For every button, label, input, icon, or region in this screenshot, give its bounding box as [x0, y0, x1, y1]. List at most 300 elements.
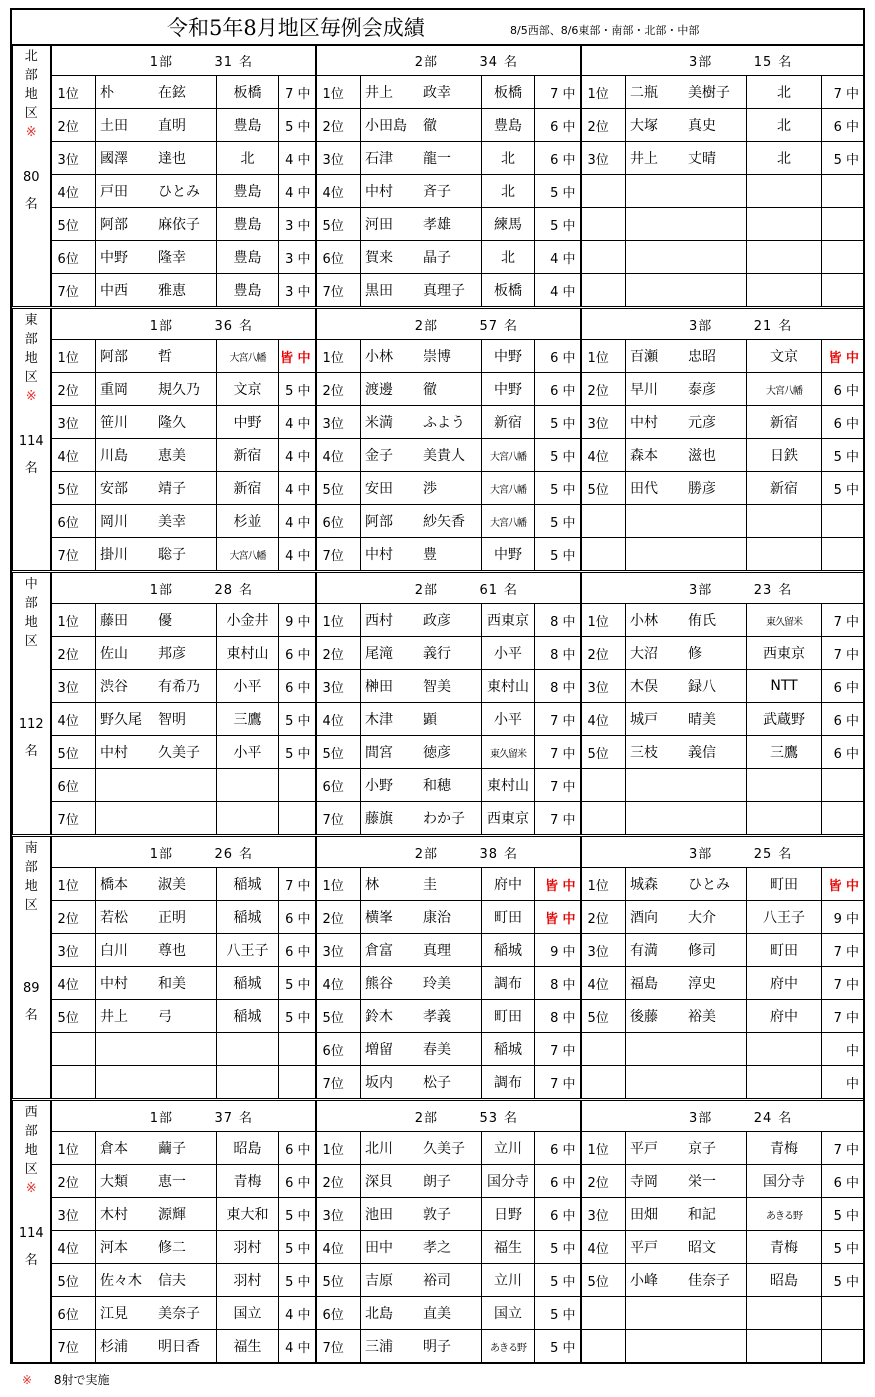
score-cell: 9 中: [535, 934, 581, 967]
rank-cell: 3位: [581, 934, 626, 967]
club-cell: 日鉄: [747, 439, 822, 472]
rank-cell: 5位: [316, 1264, 361, 1297]
club-cell: あきる野: [482, 1330, 535, 1363]
name-cell: [361, 1066, 482, 1099]
rank-cell: [581, 241, 626, 274]
area-label: [13, 309, 51, 571]
given-name: 直美: [423, 1306, 452, 1322]
division-name: 3部: [689, 582, 713, 598]
division-count: 34: [479, 54, 499, 70]
score-cell: 5 中: [822, 142, 864, 175]
surname: 戸田: [100, 184, 128, 200]
score-cell: [822, 505, 864, 538]
surname: 中村: [100, 976, 128, 992]
rank-cell: 5位: [51, 472, 96, 505]
area-name-char: 部: [24, 68, 38, 83]
area-name-char: 区: [24, 634, 38, 649]
surname: 二瓶: [630, 85, 659, 101]
given-name: 裕美: [688, 1009, 717, 1025]
score-cell: 6 中: [535, 109, 581, 142]
club-cell: 調布: [482, 1066, 535, 1099]
division-count: 21: [753, 318, 773, 334]
rank-cell: 4位: [51, 439, 96, 472]
score-cell: 6 中: [535, 1198, 581, 1231]
club-cell: 立川: [482, 1264, 535, 1297]
division-count: 25: [753, 846, 773, 862]
division-name: 2部: [414, 582, 439, 598]
club-cell: 国立: [482, 1297, 535, 1330]
score-cell: [822, 175, 864, 208]
division-header: [316, 1101, 581, 1132]
division-name: 3部: [689, 54, 713, 70]
score-cell: 6 中: [535, 1165, 581, 1198]
rank-cell: 3位: [581, 406, 626, 439]
rank-cell: 1位: [51, 1132, 96, 1165]
area-count-unit: 名: [24, 1008, 38, 1023]
score-cell: 5 中: [535, 505, 581, 538]
name-cell: [96, 1198, 217, 1231]
surname: 倉富: [365, 943, 394, 959]
score-cell: 7 中: [822, 76, 864, 109]
division-header: [316, 837, 581, 868]
given-name: 滋也: [688, 448, 717, 464]
club-cell: 羽村: [217, 1231, 279, 1264]
name-cell: [361, 208, 482, 241]
club-cell: 新宿: [747, 472, 822, 505]
table-row: [13, 1132, 864, 1165]
area-note-mark: [13, 651, 50, 670]
area-label: [13, 837, 51, 1099]
club-cell: 日野: [482, 1198, 535, 1231]
rank-cell: 1位: [581, 340, 626, 373]
name-cell: [96, 538, 217, 571]
club-cell: 稲城: [217, 901, 279, 934]
page-subtitle: 8/5西部、8/6東部・南部・北部・中部: [510, 24, 700, 37]
score-cell: 4 中: [535, 274, 581, 307]
surname: 野久尾: [100, 712, 142, 728]
score-cell: [279, 1066, 316, 1099]
name-cell: [96, 406, 217, 439]
club-cell: [747, 175, 822, 208]
club-cell: 豊島: [217, 274, 279, 307]
name-cell: [361, 934, 482, 967]
club-cell: 新宿: [482, 406, 535, 439]
given-name: 栄一: [688, 1174, 717, 1190]
area-name-char: 南: [24, 841, 38, 856]
rank-cell: 6位: [316, 241, 361, 274]
given-name: 源輝: [158, 1207, 186, 1223]
club-cell: [217, 1033, 279, 1066]
area-count-unit: 名: [24, 744, 38, 759]
surname: 平戸: [630, 1240, 659, 1256]
club-cell: 東久留米: [747, 604, 822, 637]
club-cell: 新宿: [747, 406, 822, 439]
club-cell: 東大和: [217, 1198, 279, 1231]
name-cell: [626, 208, 747, 241]
given-name: 政彦: [423, 613, 452, 629]
given-name: 顕: [423, 712, 438, 728]
footnote: [22, 1371, 110, 1388]
rank-cell: 6位: [51, 1297, 96, 1330]
area-label: [13, 1101, 51, 1363]
division-header: [316, 309, 581, 340]
score-cell: 7 中: [822, 934, 864, 967]
score-cell: 5 中: [535, 406, 581, 439]
club-cell: 新宿: [217, 439, 279, 472]
name-cell: [626, 472, 747, 505]
club-cell: 東村山: [482, 769, 535, 802]
club-cell: NTT: [747, 670, 822, 703]
given-name: 在鉉: [158, 85, 186, 101]
division-header: [51, 1101, 316, 1132]
division-count-unit: 名: [239, 54, 254, 70]
given-name: 徹: [423, 118, 438, 134]
given-name: 康治: [423, 910, 452, 926]
table-row: [13, 373, 864, 406]
division-header: [316, 573, 581, 604]
score-cell: 5 中: [279, 967, 316, 1000]
name-cell: [361, 769, 482, 802]
rank-cell: 3位: [316, 934, 361, 967]
division-header: [581, 45, 864, 76]
score-cell: 7 中: [535, 1066, 581, 1099]
rank-cell: 1位: [581, 604, 626, 637]
surname: 掛川: [100, 547, 128, 563]
name-cell: [626, 1297, 747, 1330]
club-cell: 西東京: [482, 604, 535, 637]
rank-cell: 4位: [51, 967, 96, 1000]
score-cell: [279, 1033, 316, 1066]
rank-cell: 1位: [51, 604, 96, 637]
rank-cell: 7位: [316, 274, 361, 307]
given-name: 孝義: [423, 1009, 452, 1025]
score-cell: 7 中: [822, 1132, 864, 1165]
score-cell: 4 中: [535, 241, 581, 274]
club-cell: 東久留米: [482, 736, 535, 769]
name-cell: [626, 1033, 747, 1066]
name-cell: [96, 142, 217, 175]
name-cell: [96, 1231, 217, 1264]
given-name: 直明: [158, 118, 186, 134]
name-cell: [96, 274, 217, 307]
score-cell: 5 中: [279, 1231, 316, 1264]
given-name: 敦子: [423, 1207, 452, 1223]
division-name: 3部: [689, 318, 713, 334]
division-count-unit: 名: [504, 318, 519, 334]
given-name: 雅恵: [158, 283, 186, 299]
division-header: [316, 45, 581, 76]
table-row: [13, 637, 864, 670]
given-name: 隆久: [158, 415, 186, 431]
rank-cell: 5位: [51, 1264, 96, 1297]
table-row: [13, 76, 864, 109]
score-cell: [822, 241, 864, 274]
score-cell: 5 中: [535, 472, 581, 505]
area-name-char: 区: [24, 1162, 38, 1177]
name-cell: [626, 373, 747, 406]
surname: 池田: [365, 1207, 394, 1223]
score-cell: 5 中: [279, 373, 316, 406]
division-name: 1部: [149, 318, 173, 334]
score-cell: 3 中: [279, 274, 316, 307]
club-cell: 北: [747, 76, 822, 109]
club-cell: 杉並: [217, 505, 279, 538]
club-cell: 小平: [482, 703, 535, 736]
table-row: [13, 769, 864, 802]
area-note-mark: [13, 915, 50, 934]
score-cell: 皆 中: [279, 340, 316, 373]
rank-cell: 3位: [316, 142, 361, 175]
name-cell: [626, 241, 747, 274]
rank-cell: 6位: [51, 241, 96, 274]
rank-cell: 5位: [316, 472, 361, 505]
score-cell: 7 中: [822, 604, 864, 637]
division-count: 23: [753, 582, 773, 598]
division-name: 2部: [414, 846, 439, 862]
rank-cell: 4位: [581, 439, 626, 472]
rank-cell: [581, 274, 626, 307]
club-cell: 稲城: [217, 1000, 279, 1033]
area-count: 89: [22, 981, 40, 996]
score-cell: 皆 中: [822, 340, 864, 373]
name-cell: [626, 604, 747, 637]
area-count-unit: 名: [24, 197, 38, 212]
rank-cell: 5位: [51, 208, 96, 241]
surname: 杉浦: [100, 1339, 128, 1355]
surname: 井上: [630, 151, 659, 167]
area-name-char: 地: [24, 87, 38, 102]
division-name: 2部: [414, 1110, 439, 1126]
given-name: 和美: [158, 976, 186, 992]
surname: 深貝: [365, 1174, 394, 1190]
club-cell: [217, 802, 279, 835]
score-cell: 6 中: [279, 901, 316, 934]
name-cell: [626, 901, 747, 934]
table-row: [13, 406, 864, 439]
given-name: 修二: [158, 1240, 186, 1256]
club-cell: 昭島: [747, 1264, 822, 1297]
rank-cell: 5位: [51, 1000, 96, 1033]
score-cell: 5 中: [822, 1198, 864, 1231]
division-count-unit: 名: [778, 1110, 793, 1126]
name-cell: [626, 1165, 747, 1198]
division-count-unit: 名: [239, 846, 254, 862]
given-name: 崇博: [423, 349, 452, 365]
name-cell: [361, 175, 482, 208]
surname: 白川: [100, 943, 128, 959]
rank-cell: [51, 1066, 96, 1099]
club-cell: [747, 1330, 822, 1363]
score-cell: [822, 769, 864, 802]
club-cell: 国立: [217, 1297, 279, 1330]
name-cell: [96, 868, 217, 901]
name-cell: [96, 967, 217, 1000]
table-row: [13, 1330, 864, 1363]
rank-cell: [581, 769, 626, 802]
name-cell: [96, 802, 217, 835]
club-cell: 西東京: [747, 637, 822, 670]
given-name: 義行: [423, 646, 452, 662]
club-cell: 豊島: [217, 109, 279, 142]
surname: 木津: [365, 712, 394, 728]
club-cell: 大宮八幡: [482, 472, 535, 505]
name-cell: [626, 439, 747, 472]
name-cell: [361, 340, 482, 373]
surname: 岡川: [100, 514, 128, 530]
surname: 河田: [365, 217, 394, 233]
surname: 中村: [630, 415, 659, 431]
given-name: 勝彦: [688, 481, 717, 497]
club-cell: 豊島: [482, 109, 535, 142]
score-cell: 4 中: [279, 538, 316, 571]
division-count: 26: [214, 846, 233, 862]
score-cell: 7 中: [279, 76, 316, 109]
given-name: 斉子: [423, 184, 452, 200]
given-name: 恵美: [158, 448, 186, 464]
score-cell: 5 中: [822, 1231, 864, 1264]
name-cell: [626, 703, 747, 736]
name-cell: [626, 1132, 747, 1165]
division-name: 2部: [414, 318, 439, 334]
rank-cell: 6位: [316, 1033, 361, 1066]
score-cell: 8 中: [535, 1000, 581, 1033]
given-name: 徳彦: [423, 745, 452, 761]
score-cell: 9 中: [822, 901, 864, 934]
division-count: 24: [753, 1110, 773, 1126]
surname: 横峯: [365, 910, 394, 926]
name-cell: [626, 274, 747, 307]
name-cell: [626, 76, 747, 109]
surname: 國澤: [100, 151, 128, 167]
name-cell: [96, 1330, 217, 1363]
given-name: 元彦: [688, 415, 717, 431]
surname: 佐々木: [100, 1273, 142, 1289]
name-cell: [361, 1297, 482, 1330]
score-cell: 9 中: [279, 604, 316, 637]
name-cell: [361, 109, 482, 142]
score-cell: 7 中: [279, 868, 316, 901]
rank-cell: 4位: [581, 703, 626, 736]
name-cell: [96, 769, 217, 802]
name-cell: [626, 1231, 747, 1264]
table-row: [13, 1198, 864, 1231]
rank-cell: 2位: [51, 109, 96, 142]
club-cell: 板橋: [217, 76, 279, 109]
name-cell: [626, 340, 747, 373]
given-name: 豊: [423, 547, 438, 563]
division-header: [51, 45, 316, 76]
club-cell: 八王子: [217, 934, 279, 967]
name-cell: [626, 142, 747, 175]
rank-cell: [581, 505, 626, 538]
name-cell: [361, 1132, 482, 1165]
area-section: [12, 836, 864, 1099]
given-name: 哲: [158, 349, 172, 365]
rank-cell: 5位: [316, 1000, 361, 1033]
division-count-unit: 名: [778, 582, 793, 598]
score-cell: [279, 802, 316, 835]
table-row: [13, 109, 864, 142]
name-cell: [626, 538, 747, 571]
score-cell: 7 中: [535, 769, 581, 802]
score-cell: 5 中: [822, 1264, 864, 1297]
club-cell: 青梅: [217, 1165, 279, 1198]
club-cell: 文京: [217, 373, 279, 406]
given-name: 徹: [423, 382, 438, 398]
area-section: [12, 572, 864, 835]
name-cell: [96, 1264, 217, 1297]
division-name: 1部: [149, 846, 173, 862]
rank-cell: 2位: [581, 109, 626, 142]
score-cell: 5 中: [822, 472, 864, 505]
given-name: 信夫: [158, 1273, 186, 1289]
score-cell: 4 中: [279, 142, 316, 175]
table-row: [13, 868, 864, 901]
score-cell: 5 中: [279, 703, 316, 736]
name-cell: [96, 637, 217, 670]
given-name: ふよう: [423, 415, 466, 431]
given-name: 侑氏: [688, 613, 717, 629]
table-row: [13, 901, 864, 934]
given-name: 淑美: [158, 877, 186, 893]
surname: 朴: [100, 85, 114, 101]
given-name: ひとみ: [688, 877, 731, 893]
surname: 中村: [365, 547, 394, 563]
score-cell: 5 中: [535, 538, 581, 571]
club-cell: 町田: [747, 934, 822, 967]
name-cell: [626, 802, 747, 835]
given-name: 京子: [688, 1141, 717, 1157]
score-cell: 6 中: [822, 670, 864, 703]
club-cell: [747, 1066, 822, 1099]
surname: 間宮: [365, 745, 394, 761]
given-name: 泰彦: [688, 382, 717, 398]
club-cell: 北: [747, 109, 822, 142]
club-cell: 武蔵野: [747, 703, 822, 736]
given-name: 明子: [423, 1339, 452, 1355]
name-cell: [96, 703, 217, 736]
surname: 石津: [365, 151, 394, 167]
area-section: [12, 308, 864, 571]
club-cell: [747, 1033, 822, 1066]
division-header: [581, 309, 864, 340]
club-cell: 青梅: [747, 1132, 822, 1165]
score-cell: 6 中: [822, 1165, 864, 1198]
given-name: 真理: [423, 943, 452, 959]
score-cell: 6 中: [822, 703, 864, 736]
area-name-char: 区: [24, 106, 38, 121]
name-cell: [96, 1297, 217, 1330]
name-cell: [361, 1033, 482, 1066]
surname: 佐山: [100, 646, 128, 662]
given-name: 晶子: [423, 250, 452, 266]
score-cell: 5 中: [279, 1264, 316, 1297]
rank-cell: 3位: [51, 934, 96, 967]
rank-cell: 7位: [316, 802, 361, 835]
name-cell: [626, 1330, 747, 1363]
score-cell: [822, 1297, 864, 1330]
name-cell: [96, 439, 217, 472]
score-cell: 7 中: [822, 967, 864, 1000]
area-name-char: 部: [24, 860, 38, 875]
division-count: 38: [479, 846, 499, 862]
surname: 平戸: [630, 1141, 659, 1157]
given-name: わか子: [423, 811, 466, 827]
name-cell: [96, 208, 217, 241]
rank-cell: [581, 208, 626, 241]
name-cell: [626, 967, 747, 1000]
name-cell: [626, 505, 747, 538]
